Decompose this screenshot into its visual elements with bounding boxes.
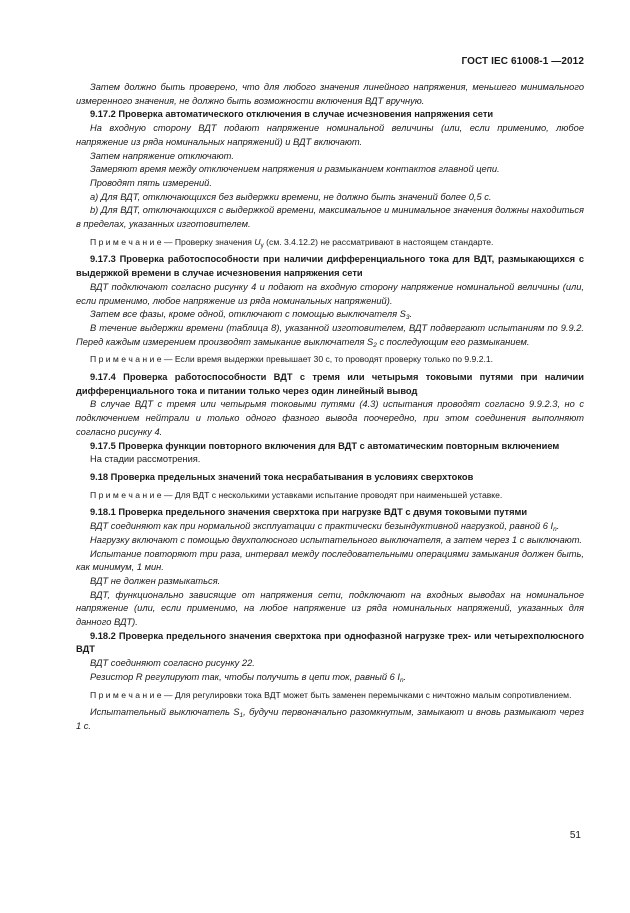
section-heading-9-17-4: 9.17.4 Проверка работоспособности ВДТ с тремя или четырьмя токовыми путями при наличии дифференциального тока и питании только через один линейный вывод [76,372,584,396]
note-label: П р и м е ч а н и е [90,354,162,365]
document-body [76,81,584,734]
section-heading-9-18-2: 9.18.2 Проверка предельного значения сверхтока при однофазной нагрузке трех- или четырехполюсного ВДТ [76,630,584,655]
paragraph: Замеряют время между отключением напряжения и размыканием контактов главной цепи. [90,164,500,175]
paragraph: На стадии рассмотрения. [90,454,201,465]
note-label: П р и м е ч а н и е [90,236,162,247]
paragraph: b) Для ВДТ, отключающихся с выдержкой времени, максимальное и минимальное значения должны находиться в пределах, указанных изготовителем. [76,205,584,230]
section-heading-9-18-1: 9.18.1 Проверка предельного значения сверхтока при нагрузке ВДТ с двумя токовыми путями [90,507,528,518]
paragraph: Нагрузку включают с помощью двухполюсного испытательного выключателя, а затем через 1 с выключают. [90,534,583,545]
note: П р и м е ч а н и е — Для регулировки тока ВДТ может быть заменен перемычками с ничтожно малым сопротивлением. [90,689,572,700]
note-label: П р и м е ч а н и е [90,689,162,700]
section-heading-9-17-5: 9.17.5 Проверка функции повторного включения для ВДТ с автоматическим повторным включением [90,440,560,451]
paragraph: ВДТ соединяют как при нормальной эксплуатации с практически безындуктивной нагрузкой, равной 6 $I_n$. [90,521,560,534]
paragraph: На входную сторону ВДТ подают напряжение номинальной величины (или, если применимо, любое напряжение из ряда номинальных напряжений) и ВДТ включают. [76,123,584,147]
paragraph: Затем должно быть проверено, что для любого значения линейного напряжения, меньшего минимального измеренного значения, не должно быть возможности включения ВДТ вручную. [76,82,584,106]
document-header-code: ГОСТ IEC 61008-1 —2012 [461,56,584,67]
section-heading-9-17-2: 9.17.2 Проверка автоматического отключения в случае исчезновения напряжения сети [90,109,494,120]
note: П р и м е ч а н и е — Проверку значения $U_y$ (см. 3.4.12.2) не рассматривают в настоящем стандарте. [90,236,494,249]
paragraph: Испытательный выключатель $S_1$, будучи первоначально разомкнутым, замыкают и вновь размыкают через 1 с. [76,707,585,731]
paragraph: Резистор R регулируют так, чтобы получить в цепи ток, равный 6 $I_n$. [90,671,407,684]
paragraph: ВДТ не должен размыкаться. [90,575,221,586]
paragraph: В течение выдержки времени (таблица 8), указанной изготовителем, ВДТ подвергают испытаниям по 9.9.2. Перед каждым измерением производят замыкание выключателя $S_2$ с последующим его размыканием. [76,322,584,349]
paragraph: ВДТ, функционально зависящие от напряжения сети, подключают на входных выводах на номинальное напряжение (или, если применимо, на любое напряжение из ряда номинальных напряжений, указанных для данного ВДТ). [76,589,584,628]
paragraph: ВДТ подключают согласно рисунку 4 и подают на входную сторону напряжение номинальной величины (или, если применимо, любое напряжение из ряда номинальных напряжений). [76,281,584,306]
section-heading-9-17-3: 9.17.3 Проверка работоспособности при наличии дифференциального тока для ВДТ, размыкающихся с выдержкой времени в случае исчезновения напряжения сети [76,254,584,279]
section-heading-9-18: 9.18 Проверка предельных значений тока несрабатывания в условиях сверхтоков [90,471,474,482]
paragraph: Испытание повторяют три раза, интервал между последовательными операциями замыкания должен быть, как минимум, 1 мин. [76,548,584,573]
note: П р и м е ч а н и е — Для ВДТ с несколькими уставками испытание проводят при наименьшей уставке. [90,489,503,500]
note-label: П р и м е ч а н и е [90,489,162,500]
paragraph: Проводят пять измерений. [90,177,212,188]
paragraph: Затем напряжение отключают. [90,150,234,161]
page-number: 51 [569,830,581,841]
paragraph: В случае ВДТ с тремя или четырьмя токовыми путями (4.3) испытания проводят согласно 9.9.2.3, но с подключением нейтрали и только одного фазного вывода поочередно, при этом соединения выполняют согласно рисунку 4. [76,399,584,437]
paragraph: ВДТ соединяют согласно рисунку 22. [90,658,255,669]
paragraph: a) Для ВДТ, отключающихся без выдержки времени, не должно быть значений более 0,5 с. [90,191,492,202]
paragraph: Затем все фазы, кроме одной, отключают с помощью выключателя $S_3$. [90,309,413,322]
note: П р и м е ч а н и е — Если время выдержки превышает 30 с, то проводят проверку только по 9.9.2.1. [90,354,494,365]
